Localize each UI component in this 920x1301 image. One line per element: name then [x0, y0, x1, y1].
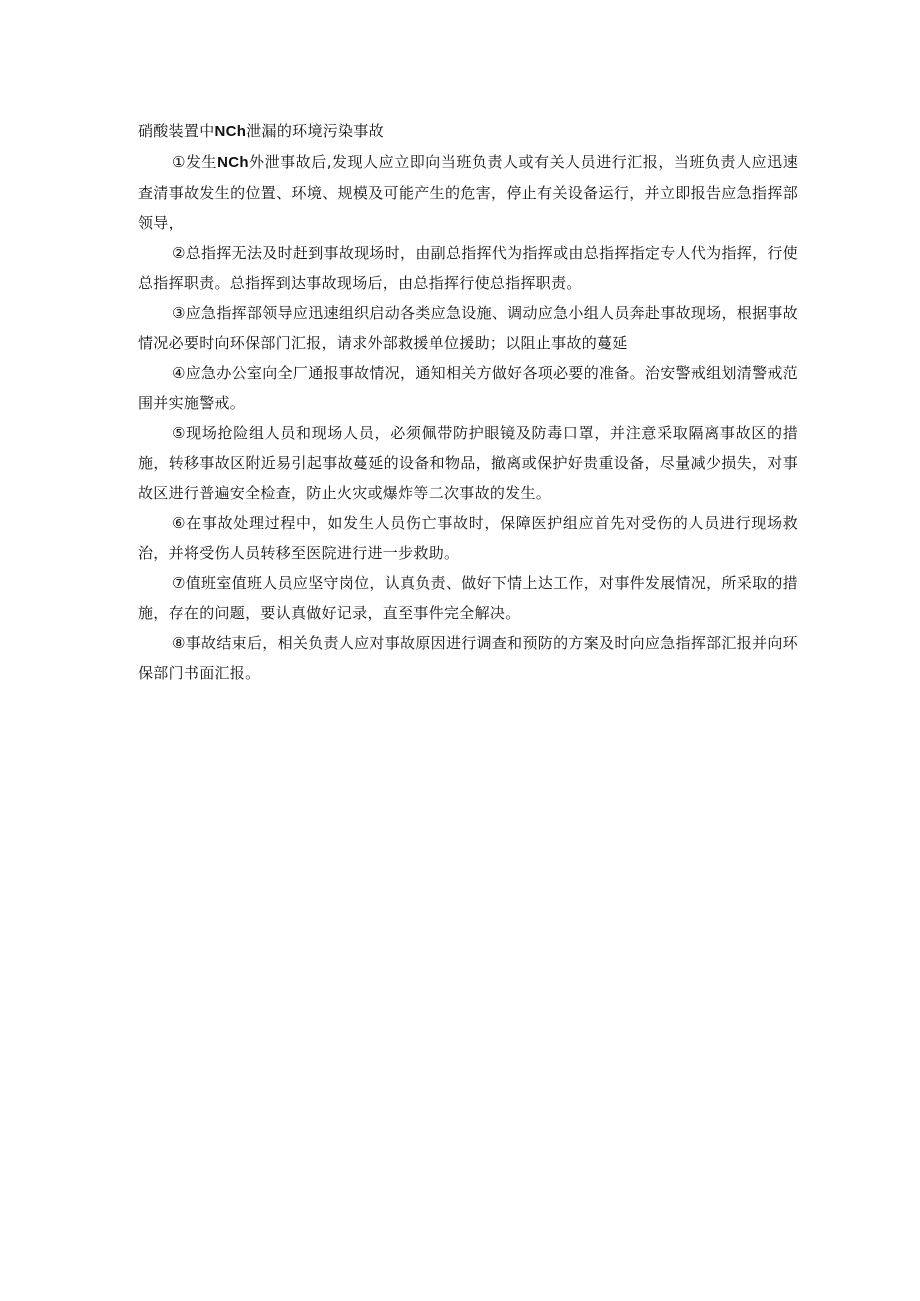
paragraph-6: ⑥在事故处理过程中，如发生人员伤亡事故时，保障医护组应首先对受伤的人员进行现场救治，并将受伤人员转移至医院进行进一步救助。	[138, 514, 798, 562]
paragraph-5: ⑤现场抢险组人员和现场人员，必须佩带防护眼镜及防毒口罩，并注意采取隔离事故区的措施，转移事故区附近易引起事故蔓延的设备和物品，撤离或保护好贵重设备，尽量减少损失，对事故区进行普遍安全检查，防止火灾或爆炸等二次事故的发生。	[138, 424, 798, 502]
paragraph-7: ⑦值班室值班人员应坚守岗位，认真负责、做好下情上达工作，对事件发展情况，所采取的措施，存在的问题，要认真做好记录，直至事件完全解决。	[138, 574, 798, 622]
paragraph-1-formula: NCh	[217, 154, 249, 171]
paragraph-2: ②总指挥无法及时赶到事故现场时，由副总指挥代为指挥或由总指挥指定专人代为指挥，行使总指挥职责。总指挥到达事故现场后，由总指挥行使总指挥职责。	[138, 244, 798, 292]
paragraph-1-text: 外泄事故后,发现人应立即向当班负责人或有关人员进行汇报，当班负责人应迅速查清事故发生的位置、环境、规模及可能产生的危害，停止有关设备运行，并立即报告应急指挥部领导，	[138, 153, 798, 232]
document-body	[138, 116, 798, 688]
document-title	[138, 116, 798, 147]
paragraph-1-prefix: ①发生	[172, 153, 218, 171]
title-prefix: 硝酸装置中	[138, 122, 215, 140]
paragraph-4: ④应急办公室向全厂通报事故情况，通知相关方做好各项必要的准备。治安警戒组划清警戒范围并实施警戒。	[138, 364, 798, 412]
title-formula: NCh	[214, 123, 247, 140]
paragraph-1	[138, 147, 798, 238]
title-suffix: 泄漏的环境污染事故	[246, 122, 384, 140]
paragraph-3: ③应急指挥部领导应迅速组织启动各类应急设施、调动应急小组人员奔赴事故现场，根据事故情况必要时向环保部门汇报，请求外部救援单位援助；以阻止事故的蔓延	[138, 304, 798, 352]
paragraph-8: ⑧事故结束后，相关负责人应对事故原因进行调查和预防的方案及时向应急指挥部汇报并向环保部门书面汇报。	[138, 634, 798, 682]
